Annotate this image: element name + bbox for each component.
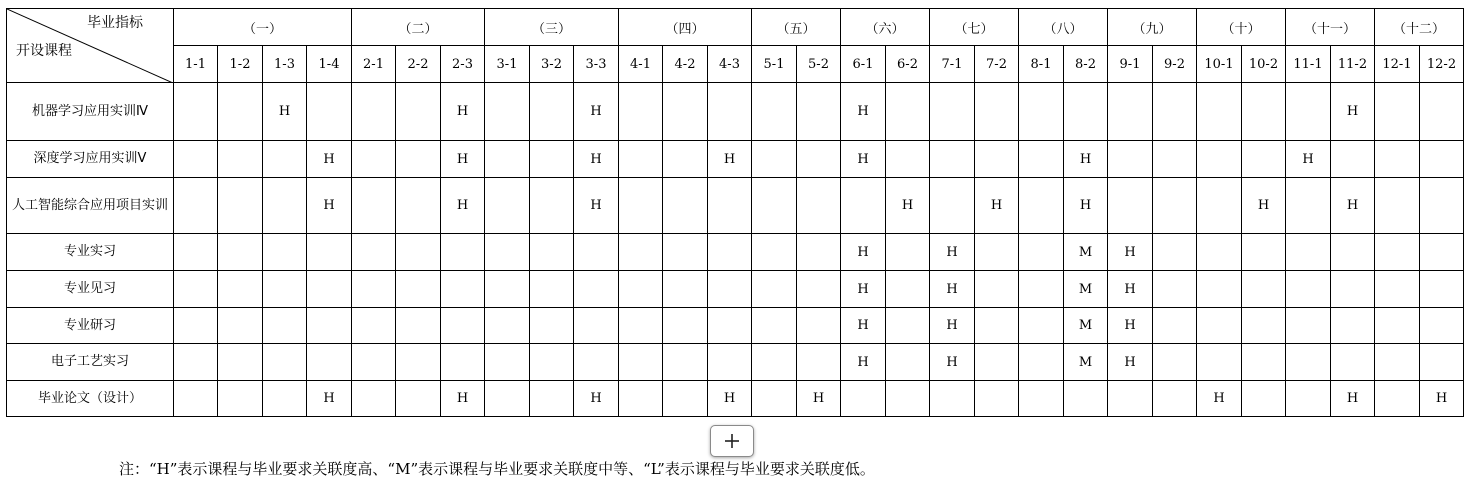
relevance-cell: H [441, 178, 485, 234]
indicator-group-header: （三） [485, 9, 619, 46]
relevance-cell [174, 83, 218, 141]
relevance-cell [1108, 178, 1153, 234]
relevance-cell [174, 308, 218, 344]
relevance-cell [797, 83, 841, 141]
indicator-header-label: 毕业指标 [87, 15, 143, 31]
relevance-cell [307, 83, 352, 141]
relevance-cell [352, 83, 396, 141]
relevance-cell: H [1197, 381, 1242, 417]
relevance-cell [396, 271, 441, 308]
course-name-cell: 人工智能综合应用项目实训 [7, 178, 174, 234]
indicator-group-header: （一） [174, 9, 352, 46]
relevance-cell [574, 271, 619, 308]
indicator-sub-header: 3-1 [485, 46, 530, 83]
relevance-cell [396, 234, 441, 271]
course-header-label: 开设课程 [16, 43, 72, 59]
relevance-cell [1197, 83, 1242, 141]
relevance-cell: H [930, 308, 975, 344]
course-name-cell: 机器学习应用实训Ⅳ [7, 83, 174, 141]
relevance-cell: H [307, 178, 352, 234]
relevance-cell [263, 308, 307, 344]
indicator-sub-header: 2-3 [441, 46, 485, 83]
relevance-cell [352, 141, 396, 178]
legend-note: 注：“H”表示课程与毕业要求关联度高、“M”表示课程与毕业要求关联度中等、“L”表示课程与毕业要求关联度低。 [119, 460, 875, 478]
relevance-cell: H [263, 83, 307, 141]
relevance-cell [1019, 381, 1064, 417]
relevance-cell [797, 308, 841, 344]
relevance-cell [1375, 344, 1420, 381]
relevance-cell [485, 141, 530, 178]
indicator-sub-header: 12-2 [1420, 46, 1464, 83]
relevance-cell: H [1331, 381, 1375, 417]
relevance-cell [886, 83, 930, 141]
relevance-cell [1286, 381, 1331, 417]
relevance-cell: H [441, 83, 485, 141]
relevance-cell [485, 344, 530, 381]
relevance-cell: H [930, 234, 975, 271]
relevance-cell [1331, 308, 1375, 344]
relevance-cell [174, 271, 218, 308]
course-name-cell: 专业见习 [7, 271, 174, 308]
indicator-group-header: （八） [1019, 9, 1108, 46]
relevance-cell [1331, 141, 1375, 178]
relevance-cell [574, 308, 619, 344]
relevance-cell [352, 308, 396, 344]
relevance-cell: M [1064, 344, 1108, 381]
table-corner-header [7, 9, 174, 83]
relevance-cell [930, 381, 975, 417]
relevance-cell [1242, 83, 1286, 141]
relevance-cell [1153, 141, 1197, 178]
relevance-cell [1108, 381, 1153, 417]
relevance-cell [485, 234, 530, 271]
relevance-cell: H [307, 141, 352, 178]
relevance-cell [485, 178, 530, 234]
indicator-sub-header: 9-2 [1153, 46, 1197, 83]
relevance-cell [663, 83, 708, 141]
relevance-cell [396, 344, 441, 381]
relevance-cell: H [574, 83, 619, 141]
relevance-cell: H [708, 141, 752, 178]
relevance-cell [708, 308, 752, 344]
relevance-cell [1153, 178, 1197, 234]
indicator-sub-header: 10-2 [1242, 46, 1286, 83]
relevance-cell [752, 234, 797, 271]
relevance-cell [975, 344, 1019, 381]
relevance-cell: H [841, 141, 886, 178]
relevance-cell [1420, 344, 1464, 381]
relevance-cell [708, 234, 752, 271]
relevance-cell [1108, 141, 1153, 178]
relevance-cell [797, 141, 841, 178]
table-row [7, 271, 1464, 308]
relevance-cell: H [841, 83, 886, 141]
relevance-cell [1375, 234, 1420, 271]
relevance-cell [218, 178, 263, 234]
relevance-cell [1197, 234, 1242, 271]
indicator-sub-header: 6-2 [886, 46, 930, 83]
relevance-cell [619, 234, 663, 271]
relevance-cell [975, 83, 1019, 141]
relevance-cell: M [1064, 234, 1108, 271]
relevance-cell [886, 308, 930, 344]
relevance-cell [975, 141, 1019, 178]
indicator-sub-header: 2-2 [396, 46, 441, 83]
relevance-cell [485, 381, 530, 417]
relevance-cell [930, 83, 975, 141]
indicator-sub-header: 4-3 [708, 46, 752, 83]
relevance-cell [797, 271, 841, 308]
course-name-cell: 毕业论文（设计） [7, 381, 174, 417]
relevance-cell [886, 381, 930, 417]
relevance-cell: H [841, 308, 886, 344]
relevance-cell [1375, 141, 1420, 178]
relevance-cell [218, 308, 263, 344]
relevance-cell [708, 344, 752, 381]
relevance-cell [1286, 178, 1331, 234]
relevance-cell [1242, 381, 1286, 417]
indicator-sub-header: 1-4 [307, 46, 352, 83]
relevance-cell [352, 344, 396, 381]
relevance-cell: H [441, 141, 485, 178]
relevance-cell [663, 308, 708, 344]
indicator-sub-header: 2-1 [352, 46, 396, 83]
relevance-cell [708, 178, 752, 234]
relevance-cell [1153, 344, 1197, 381]
relevance-cell [485, 308, 530, 344]
indicator-sub-header: 1-1 [174, 46, 218, 83]
relevance-cell [1019, 83, 1064, 141]
relevance-cell: H [1286, 141, 1331, 178]
relevance-cell [263, 381, 307, 417]
table-row [7, 83, 1464, 141]
relevance-cell [752, 381, 797, 417]
relevance-cell [530, 234, 574, 271]
relevance-cell: H [307, 381, 352, 417]
relevance-cell [263, 344, 307, 381]
course-indicator-matrix [6, 8, 1464, 417]
relevance-cell [1019, 344, 1064, 381]
relevance-cell: H [841, 234, 886, 271]
relevance-cell [1153, 308, 1197, 344]
relevance-cell: H [1420, 381, 1464, 417]
relevance-cell [619, 83, 663, 141]
indicator-sub-header: 5-2 [797, 46, 841, 83]
relevance-cell [1375, 83, 1420, 141]
indicator-sub-header: 6-1 [841, 46, 886, 83]
course-name-cell: 深度学习应用实训Ⅴ [7, 141, 174, 178]
relevance-cell [1420, 141, 1464, 178]
relevance-cell [886, 141, 930, 178]
indicator-group-header: （四） [619, 9, 752, 46]
relevance-cell [1375, 178, 1420, 234]
relevance-cell [218, 141, 263, 178]
relevance-cell [218, 271, 263, 308]
relevance-cell [174, 344, 218, 381]
relevance-cell [530, 141, 574, 178]
relevance-cell [1108, 83, 1153, 141]
relevance-cell [1375, 271, 1420, 308]
relevance-cell [218, 83, 263, 141]
table-row [7, 381, 1464, 417]
relevance-cell [1286, 308, 1331, 344]
relevance-cell [352, 178, 396, 234]
relevance-cell [1331, 271, 1375, 308]
relevance-cell [396, 141, 441, 178]
relevance-cell [619, 178, 663, 234]
table-row [7, 178, 1464, 234]
relevance-cell [975, 381, 1019, 417]
relevance-cell [1420, 308, 1464, 344]
course-name-cell: 专业研习 [7, 308, 174, 344]
indicator-group-header: （十二） [1375, 9, 1464, 46]
relevance-cell [797, 178, 841, 234]
relevance-cell: H [1108, 308, 1153, 344]
relevance-cell [174, 141, 218, 178]
relevance-cell [1019, 141, 1064, 178]
relevance-cell [396, 83, 441, 141]
relevance-cell [886, 344, 930, 381]
relevance-cell [218, 381, 263, 417]
table-row [7, 344, 1464, 381]
relevance-cell [797, 234, 841, 271]
relevance-cell [530, 344, 574, 381]
relevance-cell [752, 83, 797, 141]
relevance-cell [1420, 234, 1464, 271]
relevance-cell [619, 308, 663, 344]
relevance-cell [841, 381, 886, 417]
relevance-cell [1019, 271, 1064, 308]
relevance-cell [441, 344, 485, 381]
relevance-cell: H [841, 344, 886, 381]
relevance-cell [307, 234, 352, 271]
relevance-cell: H [1064, 178, 1108, 234]
table-row [7, 234, 1464, 271]
relevance-cell [1375, 308, 1420, 344]
add-row-button[interactable] [710, 425, 754, 457]
relevance-cell [396, 308, 441, 344]
relevance-cell: H [930, 344, 975, 381]
relevance-cell: H [975, 178, 1019, 234]
relevance-cell [174, 381, 218, 417]
relevance-cell [1420, 271, 1464, 308]
relevance-cell [1019, 178, 1064, 234]
relevance-cell [1019, 234, 1064, 271]
relevance-cell [663, 381, 708, 417]
relevance-cell: H [574, 381, 619, 417]
relevance-cell: H [1331, 178, 1375, 234]
relevance-cell [708, 271, 752, 308]
relevance-cell [1064, 83, 1108, 141]
relevance-cell [1242, 344, 1286, 381]
relevance-cell: M [1064, 271, 1108, 308]
indicator-sub-header: 7-1 [930, 46, 975, 83]
plus-icon [722, 431, 742, 451]
relevance-cell [1153, 271, 1197, 308]
relevance-cell [975, 308, 1019, 344]
relevance-cell [1331, 234, 1375, 271]
relevance-cell: H [1331, 83, 1375, 141]
relevance-cell [663, 178, 708, 234]
indicator-group-header: （二） [352, 9, 485, 46]
relevance-cell [975, 234, 1019, 271]
relevance-cell [1286, 83, 1331, 141]
relevance-cell [1197, 308, 1242, 344]
relevance-cell [530, 83, 574, 141]
indicator-group-header: （六） [841, 9, 930, 46]
relevance-cell [663, 344, 708, 381]
relevance-cell [396, 381, 441, 417]
indicator-sub-header: 3-2 [530, 46, 574, 83]
indicator-sub-header: 4-1 [619, 46, 663, 83]
relevance-cell [263, 234, 307, 271]
indicator-sub-header: 11-1 [1286, 46, 1331, 83]
relevance-cell [263, 141, 307, 178]
relevance-cell [1197, 141, 1242, 178]
indicator-sub-header: 9-1 [1108, 46, 1153, 83]
relevance-cell [752, 308, 797, 344]
indicator-sub-header: 10-1 [1197, 46, 1242, 83]
relevance-cell [218, 234, 263, 271]
relevance-cell [663, 234, 708, 271]
relevance-cell [663, 141, 708, 178]
relevance-cell [797, 344, 841, 381]
relevance-cell [1420, 178, 1464, 234]
relevance-cell [530, 308, 574, 344]
relevance-cell [886, 271, 930, 308]
relevance-cell [619, 381, 663, 417]
indicator-sub-header: 7-2 [975, 46, 1019, 83]
indicator-group-header: （九） [1108, 9, 1197, 46]
relevance-cell [530, 178, 574, 234]
relevance-cell [1197, 178, 1242, 234]
relevance-cell: H [1108, 344, 1153, 381]
relevance-cell [619, 344, 663, 381]
relevance-cell [174, 234, 218, 271]
relevance-cell [1242, 141, 1286, 178]
relevance-cell [263, 178, 307, 234]
relevance-cell [619, 141, 663, 178]
relevance-cell [1153, 83, 1197, 141]
relevance-cell [441, 271, 485, 308]
relevance-cell [352, 381, 396, 417]
relevance-cell: H [886, 178, 930, 234]
relevance-cell [930, 141, 975, 178]
indicator-sub-header: 5-1 [752, 46, 797, 83]
indicator-sub-header: 12-1 [1375, 46, 1420, 83]
relevance-cell [1153, 234, 1197, 271]
relevance-cell [975, 271, 1019, 308]
relevance-cell [1153, 381, 1197, 417]
relevance-cell [307, 344, 352, 381]
indicator-group-header: （十一） [1286, 9, 1375, 46]
relevance-cell: M [1064, 308, 1108, 344]
relevance-cell [1286, 344, 1331, 381]
relevance-cell [1197, 271, 1242, 308]
relevance-cell [485, 83, 530, 141]
relevance-cell [485, 271, 530, 308]
relevance-cell [1242, 308, 1286, 344]
indicator-sub-header: 3-3 [574, 46, 619, 83]
indicator-group-header: （七） [930, 9, 1019, 46]
relevance-cell [1242, 234, 1286, 271]
relevance-cell: H [1064, 141, 1108, 178]
relevance-cell [307, 308, 352, 344]
course-name-cell: 专业实习 [7, 234, 174, 271]
relevance-cell [263, 271, 307, 308]
indicator-sub-header: 8-2 [1064, 46, 1108, 83]
relevance-cell [752, 344, 797, 381]
relevance-cell [1019, 308, 1064, 344]
relevance-cell [574, 234, 619, 271]
indicator-sub-header: 1-2 [218, 46, 263, 83]
indicator-group-header: （五） [752, 9, 841, 46]
indicator-sub-header: 1-3 [263, 46, 307, 83]
relevance-cell [174, 178, 218, 234]
relevance-cell [441, 308, 485, 344]
relevance-cell [1242, 271, 1286, 308]
indicator-sub-header: 8-1 [1019, 46, 1064, 83]
relevance-cell [530, 271, 574, 308]
relevance-cell [1064, 381, 1108, 417]
table-row [7, 308, 1464, 344]
relevance-cell [441, 234, 485, 271]
relevance-cell [841, 178, 886, 234]
course-name-cell: 电子工艺实习 [7, 344, 174, 381]
relevance-cell [352, 234, 396, 271]
relevance-cell [1420, 83, 1464, 141]
relevance-cell: H [574, 141, 619, 178]
relevance-cell [752, 178, 797, 234]
relevance-cell [619, 271, 663, 308]
relevance-cell [886, 234, 930, 271]
relevance-cell [1375, 381, 1420, 417]
relevance-cell [1331, 344, 1375, 381]
relevance-cell [307, 271, 352, 308]
relevance-cell: H [930, 271, 975, 308]
relevance-cell [663, 271, 708, 308]
relevance-cell: H [1242, 178, 1286, 234]
indicator-group-header: （十） [1197, 9, 1286, 46]
table-row [7, 141, 1464, 178]
relevance-cell: H [1108, 271, 1153, 308]
relevance-cell [1197, 344, 1242, 381]
indicator-sub-header: 11-2 [1331, 46, 1375, 83]
relevance-cell: H [441, 381, 485, 417]
relevance-cell [530, 381, 574, 417]
relevance-cell [218, 344, 263, 381]
indicator-sub-header: 4-2 [663, 46, 708, 83]
relevance-cell: H [708, 381, 752, 417]
relevance-cell [1286, 271, 1331, 308]
relevance-cell: H [797, 381, 841, 417]
relevance-cell [708, 83, 752, 141]
relevance-cell [396, 178, 441, 234]
relevance-cell [352, 271, 396, 308]
relevance-cell: H [841, 271, 886, 308]
relevance-cell: H [574, 178, 619, 234]
relevance-cell [930, 178, 975, 234]
relevance-cell [752, 141, 797, 178]
relevance-cell [574, 344, 619, 381]
relevance-cell [752, 271, 797, 308]
relevance-cell [1286, 234, 1331, 271]
relevance-cell: H [1108, 234, 1153, 271]
